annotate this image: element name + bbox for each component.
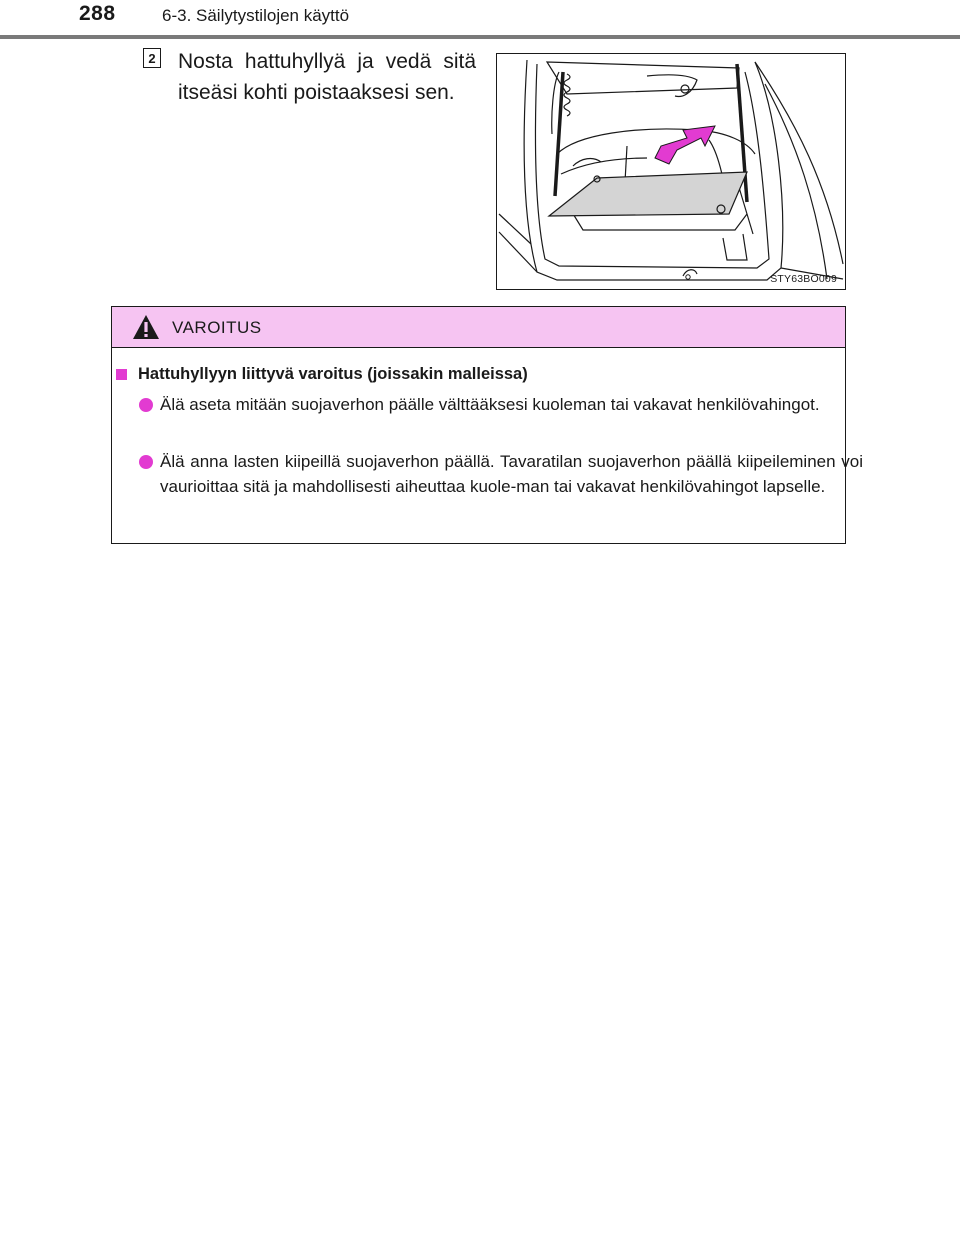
page-number: 288 xyxy=(79,2,116,25)
warning-item-text: Älä aseta mitään suojaverhon päälle välttääksesi kuoleman tai vakavat henkilövahingot. xyxy=(160,395,820,414)
header-divider xyxy=(0,35,960,39)
round-bullet-icon xyxy=(139,455,153,469)
section-title: 6-3. Säilytystilojen käyttö xyxy=(162,6,350,25)
warning-triangle-icon xyxy=(132,314,160,340)
warning-header xyxy=(112,307,845,348)
pull-direction-arrow xyxy=(655,126,715,164)
step-instruction: Nosta hattuhyllyä ja vedä sitä itseäsi kohti poistaaksesi sen. xyxy=(178,50,476,104)
warning-subheading: Hattuhyllyyn liittyvä varoitus (joissakin malleissa) xyxy=(138,365,528,383)
figure-code: STY63BO009 xyxy=(770,273,837,285)
warning-box xyxy=(111,306,863,544)
step-number-badge: 2 xyxy=(143,48,161,68)
figure-cargo-cover-removal xyxy=(496,53,846,290)
trunk-illustration xyxy=(497,54,845,289)
square-bullet-icon xyxy=(116,369,127,380)
warning-item-text: Älä anna lasten kiipeillä suojaverhon päällä. Tavaratilan suojaverhon päällä kiipeileminen voi vaurioittaa sitä ja mahdollisesti aiheuttaa kuole-man tai vakavat henkilövahingot lapselle. xyxy=(160,452,863,496)
warning-title: VAROITUS xyxy=(172,318,262,337)
round-bullet-icon xyxy=(139,398,153,412)
